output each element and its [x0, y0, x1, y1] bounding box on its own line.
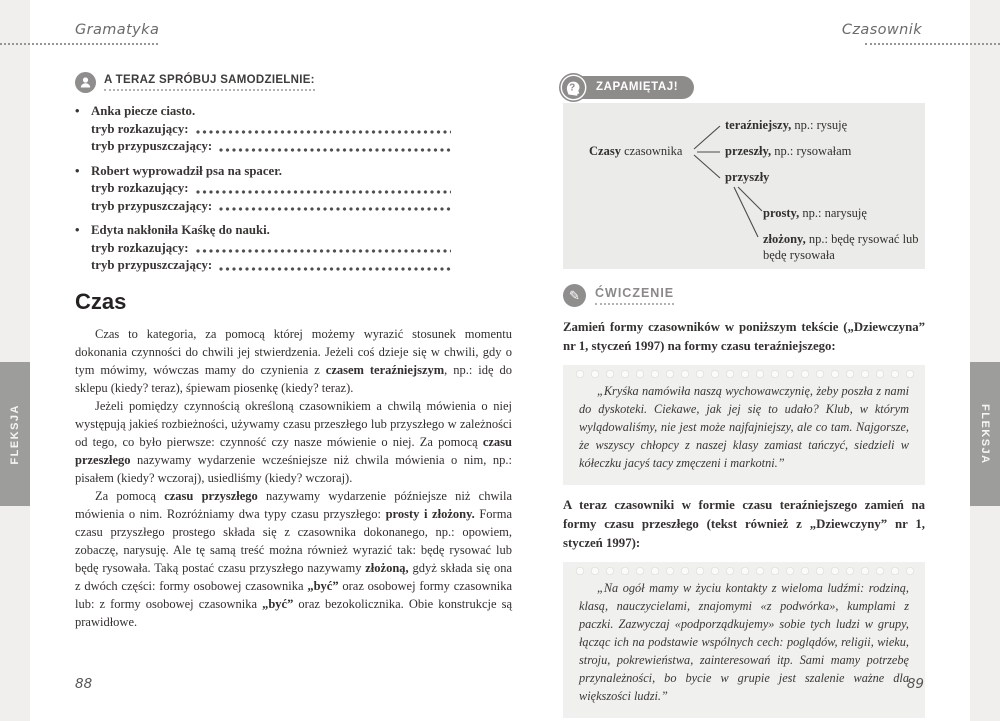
page-right — [563, 284, 925, 718]
answer-line — [75, 257, 451, 275]
exercise-sentence: • Edyta nakłoniła Kaśkę do nauki. — [75, 222, 512, 240]
bullet-icon: • — [75, 163, 80, 178]
remember-badge — [563, 76, 694, 99]
list-item — [75, 222, 512, 275]
right-margin-strip — [970, 0, 1000, 721]
body-paragraph: Za pomocą czasu przyszłego nazywamy wydarzenie późniejsze niż chwila mówienia o nim. Rozróżniamy dwa typy czasu przyszłego: prosty i złożony. Forma czasu przyszłego prostego składa się z czasownika dokonanego, np.: opowiem, zobaczę, narysuję. Ale tę samą treść można również wyrazić tak: będę rysować lub będę rysowała. Taką postać czasu przyszłego nazywamy złożoną, gdyż składa się ona z dwóch części: formy osobowej czasownika „być” oraz osobowej formy czasownika lub: z formy osobowej czasownika „być” oraz bezokolicznika. Obie konstrukcje są prawidłowe. — [75, 488, 512, 629]
diagram-branch-future: przyszły — [725, 170, 770, 184]
field-label: tryb rozkazujący: — [91, 240, 189, 255]
section-title-czas: Czas — [75, 288, 127, 314]
dotted-answer-line — [218, 201, 451, 213]
remember-badge-label: ZAPAMIĘTAJ! — [596, 81, 679, 93]
body-paragraph: Czas to kategoria, za pomocą której możemy wyrazić stosunek momentu dokonania czynności do chwili jej stwierdzenia. Jeżeli coś dzieje się w chwili, gdy o tym mówimy, wówczas mamy do czynienia z czasem teraźniejszym, np.: idę do sklepu (kiedy? teraz), śpiewam piosenkę (kiedy? teraz). — [75, 326, 512, 395]
diagram-branch-present: teraźniejszy, np.: rysuję — [725, 118, 848, 132]
exercise-instruction: Zamień formy czasowników w poniższym tekście („Dziewczyna” nr 1, styczeń 1997) na formy czasu teraźniejszego: — [563, 320, 925, 353]
dotted-answer-line — [218, 261, 451, 273]
scalloped-edge — [573, 566, 915, 577]
answer-line — [75, 240, 451, 258]
bullet-icon: • — [75, 104, 80, 118]
svg-text:?: ? — [569, 82, 576, 94]
diagram-branch-past: przeszły, np.: rysowałam — [725, 144, 852, 158]
quote-text: „Kryśka namówiła naszą wychowawczynię, żeby poszła z nami do dyskoteki. Ciekawe, jak jej się to udało? Klub, w którym wylądowaliśmy, nie jest może najfajniejszy, ale co tam. Najgorsze, że wszyscy chłopcy z naszej klasy zamiast tańczyć, siedzieli w kółeczku jacyś tacy zmęczeni i markotni.” — [579, 384, 909, 470]
answer-line — [75, 180, 451, 198]
dotted-answer-line — [195, 184, 452, 196]
exercise-header — [563, 284, 925, 307]
mood-exercise-list — [75, 103, 512, 275]
page-left — [75, 72, 512, 631]
field-label: tryb przypuszczający: — [91, 198, 213, 213]
field-label: tryb rozkazujący: — [91, 181, 189, 195]
bullet-icon: • — [75, 223, 80, 237]
diagram-subbranch-simple: prosty, np.: narysuję — [763, 206, 867, 220]
chapter-tab-fleksja-left — [0, 362, 30, 506]
head-rule-left — [0, 43, 158, 45]
left-margin-strip — [0, 0, 30, 721]
answer-line — [75, 121, 451, 139]
chapter-tab-label: FLEKSJA — [979, 403, 991, 465]
answer-line — [75, 198, 451, 216]
tense-diagram — [563, 103, 925, 269]
page-number-left: 88 — [75, 676, 93, 692]
list-item — [75, 163, 512, 216]
try-yourself-label: A TERAZ SPRÓBUJ SAMODZIELNIE: — [104, 74, 315, 91]
exercise-sentence: • Robert wyprowadził psa na spacer. — [75, 163, 512, 181]
diagram-root-label: Czasy czasownika — [589, 144, 683, 158]
field-label: tryb rozkazujący: — [91, 121, 189, 136]
scalloped-edge — [573, 369, 915, 380]
diagram-subbranch-compound: złożony, np.: będę rysować lub będę rysowała — [763, 232, 919, 262]
body-paragraph: Jeżeli pomiędzy czynnością określoną czasownikiem a chwilą mówienia o niej występują jakieś rozbieżności, używamy czasu przeszłego lub przyszłego w zależności od tego, co było pierwsze: czynność czy nasze mówienie o niej. Za pomocą czasu przeszłego nazywamy wydarzenie wcześniejsze niż chwila mówienia o nim, np.: pisałem (kiedy? wczoraj), usiedliśmy (kiedy? wczoraj). — [75, 398, 512, 485]
page-number-right: 89 — [906, 676, 924, 692]
field-label: tryb przypuszczający: — [91, 258, 213, 272]
chapter-tab-fleksja-right — [970, 362, 1000, 506]
person-icon — [75, 72, 96, 93]
chapter-tab-label: FLEKSJA — [9, 403, 21, 465]
quote-block — [563, 562, 925, 718]
exercise-instruction: A teraz czasowniki w formie czasu teraźniejszego zamień na formy czasu przeszłego (tekst również z „Dziewczyny” nr 1, styczeń 1997): — [563, 498, 925, 550]
answer-line — [75, 138, 451, 156]
quote-text: „Na ogół mamy w życiu kontakty z wieloma ludźmi: rodziną, klasą, nauczycielami, znajomymi «z podwórka», kumplami z paczki. Zazwyczaj «podporządkujemy» sobie tych ludzi w grupy, łącząc ich na podstawie wspólnych cech: poglądów, religii, wieku, stroju, pokrewieństwa, zainteresowań itp. Sami mamy potrzebę przynależności, bo bycie w grupie jest szalenie ważne dla większości ludzi.” — [579, 581, 909, 703]
exercise-sentence: • Anka piecze ciasto. — [75, 103, 512, 121]
dotted-answer-line — [195, 243, 452, 255]
quote-block — [563, 365, 925, 485]
dotted-answer-line — [218, 142, 451, 154]
dotted-answer-line — [195, 124, 452, 136]
exercise-label: ĆWICZENIE — [595, 286, 674, 305]
list-item — [75, 103, 512, 156]
writing-hand-icon: ✎ — [563, 284, 586, 307]
remember-head-question-icon — [559, 73, 588, 102]
running-head-left: Gramatyka — [75, 22, 160, 38]
running-head-right: Czasownik — [841, 22, 922, 38]
try-yourself-header — [75, 72, 512, 93]
field-label: tryb przypuszczający: — [91, 139, 213, 153]
head-rule-right — [865, 43, 1000, 45]
